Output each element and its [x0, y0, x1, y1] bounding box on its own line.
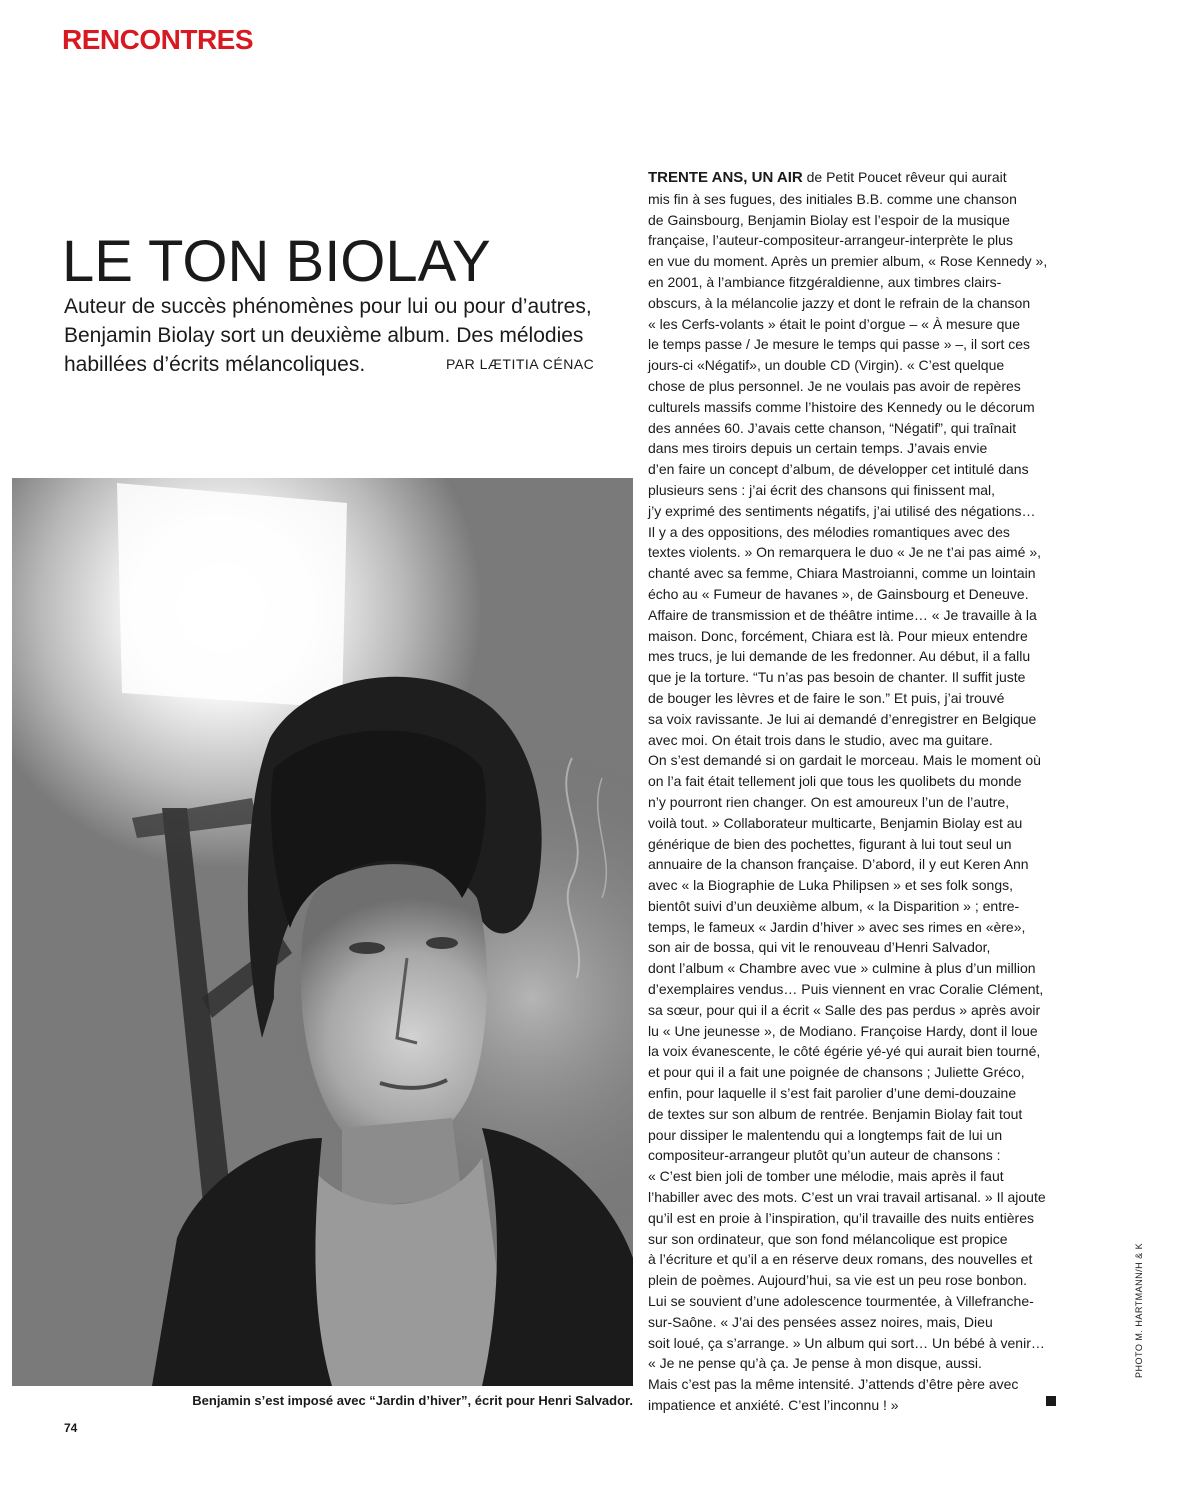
body-lead-in: TRENTE ANS, UN AIR [648, 169, 803, 186]
body-line: Affaire de transmission et de théâtre intime… « Je travaille à la [648, 606, 1037, 623]
body-line: de bouger les lèvres et de faire le son.” Et puis, j’ai trouvé [648, 689, 1005, 706]
body-line: textes violents. » On remarquera le duo « Je ne t’ai pas aimé », [648, 544, 1041, 561]
body-line: dont l’album « Chambre avec vue » culmine à plus d’un million [648, 960, 1036, 977]
portrait-photo [12, 478, 633, 1386]
body-line: qu’il est en proie à l’inspiration, qu’il travaille des nuits entières [648, 1209, 1034, 1226]
body-line: culturels massifs comme l’histoire des Kennedy ou le décorum [648, 398, 1035, 415]
body-line: la voix évanescente, le côté égérie yé-yé qui aurait bien tourné, [648, 1043, 1041, 1060]
body-line: n’y pourront rien changer. On est amoureux l’un de l’autre, [648, 793, 1010, 810]
body-line: en vue du moment. Après un premier album, « Rose Kennedy », [648, 253, 1048, 270]
article-standfirst: Auteur de succès phénomènes pour lui ou pour d’autres, Benjamin Biolay sort un deuxième album. Des mélodies habillées d’écrits mélancoliques. [64, 295, 592, 376]
body-line: des années 60. J’avais cette chanson, “Négatif”, qui traînait [648, 419, 1017, 436]
body-line: mis fin à ses fugues, des initiales B.B. comme une chanson [648, 190, 1017, 207]
body-first-line [648, 167, 1064, 189]
body-line: « Je ne pense qu’à ça. Je pense à mon disque, aussi. [648, 1355, 982, 1372]
body-line: obscurs, à la mélancolie jazzy et dont le refrain de la chanson [648, 294, 1031, 311]
body-line: Il y a des oppositions, des mélodies romantiques avec des [648, 523, 1010, 540]
body-line: « C’est bien joli de tomber une mélodie, mais après il faut [648, 1168, 1004, 1185]
body-line: plein de poèmes. Aujourd’hui, sa vie est un peu rose bonbon. [648, 1272, 1028, 1289]
body-line: chose de plus personnel. Je ne voulais pas avoir de repères [648, 377, 1021, 394]
body-first-line-rest: de Petit Poucet rêveur qui aurait [802, 169, 1007, 185]
body-line: Mais c’est pas la même intensité. J’attends d’être père avec [648, 1376, 1019, 1393]
body-line: sur son ordinateur, que son fond mélancolique est propice [648, 1230, 1008, 1247]
body-line: jours-ci «Négatif», un double CD (Virgin). « C’est quelque [648, 357, 1005, 374]
photo-caption: Benjamin s’est imposé avec “Jardin d’hiver”, écrit pour Henri Salvador. [192, 1393, 633, 1408]
article-body [648, 167, 1064, 1416]
body-line: et pour qui il a fait une poignée de chansons ; Juliette Gréco, [648, 1064, 1025, 1081]
body-line: avec « la Biographie de Luka Philipsen » et ses folk songs, [648, 877, 1014, 894]
body-line: d’exemplaires vendus… Puis viennent en vrac Coralie Clément, [648, 981, 1044, 998]
body-line: plusieurs sens : j’ai écrit des chansons qui finissent mal, [648, 481, 996, 498]
body-line: bientôt suivi d’un deuxième album, « la Disparition » ; entre- [648, 897, 1020, 914]
body-line: temps, le fameux « Jardin d’hiver » avec ses rimes en «ère», [648, 918, 1026, 935]
body-line: annuaire de la chanson française. D’abord, il y eut Keren Ann [648, 856, 1029, 873]
body-line: le temps passe / Je mesure le temps qui passe » –, il sort ces [648, 336, 1031, 353]
section-heading: RENCONTRES [62, 24, 254, 55]
article-byline: PAR LÆTITIA CÉNAC [446, 356, 595, 372]
body-line: son air de bossa, qui vit le renouveau d’Henri Salvador, [648, 939, 991, 956]
article-headline: LE TON BIOLAY [62, 229, 491, 294]
body-line: d’en faire un concept d’album, de développer cet intitulé dans [648, 461, 1029, 478]
body-line: « les Cerfs-volants » était le point d’orgue – « À mesure que [648, 315, 1020, 332]
body-line: à l’écriture et qu’il a en réserve deux romans, des nouvelles et [648, 1251, 1033, 1268]
photo-credit: PHOTO M. HARTMANN/H & K [1134, 1242, 1144, 1378]
body-line: sur-Saône. « J’ai des pensées assez noires, mais, Dieu [648, 1313, 993, 1330]
body-line: impatience et anxiété. C’est l’inconnu ! » [648, 1397, 899, 1414]
body-line: avec moi. On était trois dans le studio, avec ma guitare. [648, 731, 993, 748]
body-line: On s’est demandé si on gardait le morceau. Mais le moment où [648, 752, 1041, 769]
page-number: 74 [64, 1421, 78, 1435]
body-line: sa voix ravissante. Je lui ai demandé d’enregistrer en Belgique [648, 710, 1037, 727]
body-line: en 2001, à l’ambiance fitzgéraldienne, aux timbres clairs- [648, 273, 1002, 290]
body-line: française, l’auteur-compositeur-arrangeur-interprète le plus [648, 232, 1013, 249]
body-line: sa sœur, pour qui il a écrit « Salle des pas perdus » après avoir [648, 1001, 1041, 1018]
body-line: mes trucs, je lui demande de les fredonner. Au début, il a fallu [648, 648, 1031, 665]
article-end-square [1046, 1396, 1056, 1406]
body-line: soit loué, ça s’arrange. » Un album qui sort… Un bébé à venir… [648, 1334, 1045, 1351]
body-line: lu « Une jeunesse », de Modiano. Françoise Hardy, dont il loue [648, 1022, 1038, 1039]
body-line: de Gainsbourg, Benjamin Biolay est l’espoir de la musique [648, 211, 1010, 228]
body-line: on l’a fait était tellement joli que tous les quolibets du monde [648, 773, 1022, 790]
body-line: Lui se souvient d’une adolescence tourmentée, à Villefranche- [648, 1293, 1034, 1310]
body-line: l’habiller avec des mots. C’est un vrai travail artisanal. » Il ajoute [648, 1189, 1046, 1206]
body-line: générique de bien des pochettes, figurant à lui tout seul un [648, 835, 1012, 852]
body-line: voilà tout. » Collaborateur multicarte, Benjamin Biolay est au [648, 814, 1023, 831]
body-line: de textes sur son album de rentrée. Benjamin Biolay fait tout [648, 1105, 1023, 1122]
body-line: j’y exprimé des sentiments négatifs, j’ai utilisé des négations… [648, 502, 1036, 519]
body-line: dans mes tiroirs depuis un certain temps. J’avais envie [648, 440, 988, 457]
body-line: compositeur-arrangeur plutôt qu’un auteur de chansons : [648, 1147, 1001, 1164]
body-line: écho au « Fumeur de havanes », de Gainsbourg et Deneuve. [648, 585, 1029, 602]
body-line: chanté avec sa femme, Chiara Mastroianni, comme un lointain [648, 565, 1036, 582]
body-line: pour dissiper le malentendu qui a longtemps fait de lui un [648, 1126, 1003, 1143]
body-line: enfin, pour laquelle il s’est fait parolier d’une demi-douzaine [648, 1085, 1017, 1102]
body-line: que je la torture. “Tu n’as pas besoin de chanter. Il suffit juste [648, 669, 1026, 686]
body-line: maison. Donc, forcément, Chiara est là. Pour mieux entendre [648, 627, 1028, 644]
